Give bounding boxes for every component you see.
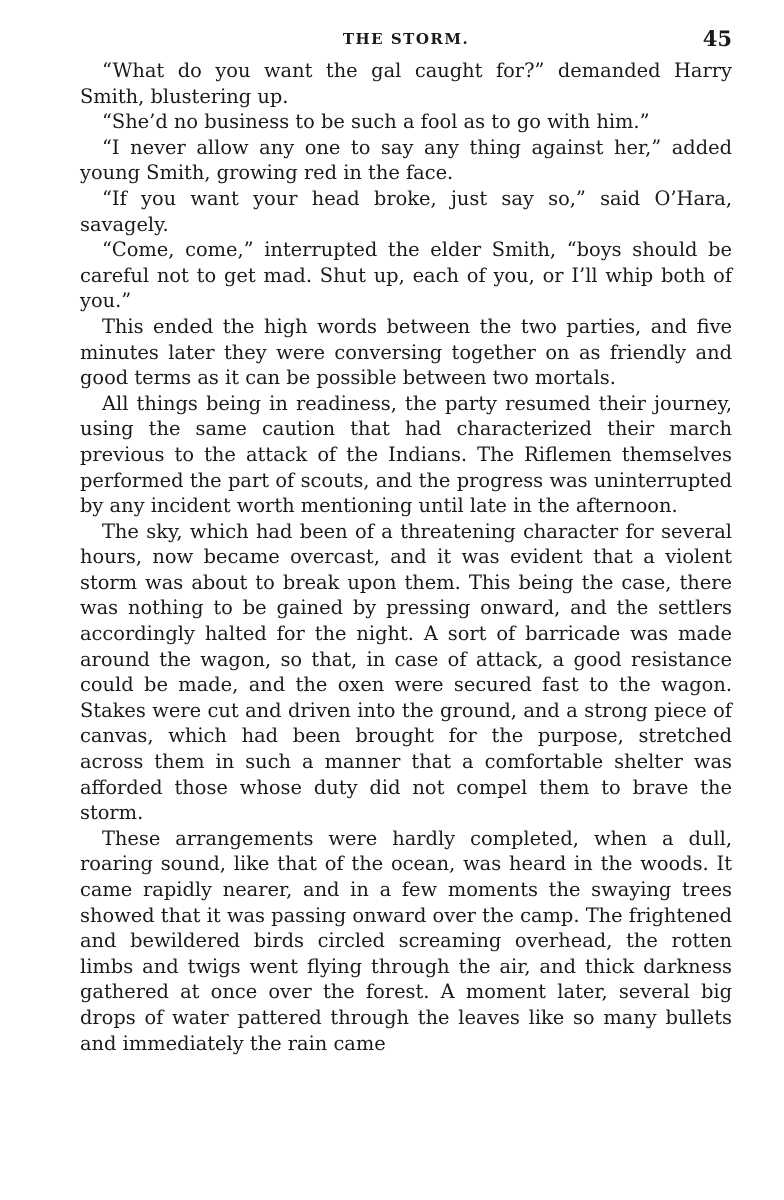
paragraph: This ended the high words between the two parties, and five minutes later they were conversing together on as friendly and good terms as it can be possible between two mortals. bbox=[80, 314, 732, 390]
paragraph: “If you want your head broke, just say so,” said O’Hara, savagely. bbox=[80, 186, 732, 236]
paragraph: All things being in readiness, the party resumed their journey, using the same caution that had characterized their march previous to the attack of the Indians. The Riflemen themselves performed the part of scouts, and the progress was uninterrupted by any incident worth mentioning until late in the afternoon. bbox=[80, 391, 732, 518]
book-page bbox=[80, 26, 732, 1056]
paragraph: The sky, which had been of a threatening character for several hours, now became overcast, and it was evident that a violent storm was about to break upon them. This being the case, there was nothing to be gained by pressing onward, and the settlers accordingly halted for the night. A sort of barricade was made around the wagon, so that, in case of attack, a good resistance could be made, and the oxen were secured fast to the wagon. Stakes were cut and driven into the ground, and a strong piece of canvas, which had been brought for the purpose, stretched across them in such a manner that a comfortable shelter was afforded those whose duty did not compel them to brave the storm. bbox=[80, 519, 732, 825]
paragraph: “What do you want the gal caught for?” demanded Harry Smith, blustering up. bbox=[80, 59, 732, 108]
paragraph: These arrangements were hardly completed, when a dull, roaring sound, like that of the ocean, was heard in the woods. It came rapidly nearer, and in a few moments the swaying trees showed that it was passing onward over the camp. The frightened and bewildered birds circled screaming overhead, the rotten limbs and twigs went flying through the air, and thick darkness gathered at once over the forest. A moment later, several big drops of water pattered through the leaves like so many bullets and immediately the rain came bbox=[80, 826, 732, 1055]
running-header bbox=[80, 26, 732, 58]
body-text bbox=[80, 58, 732, 1056]
chapter-title: THE STORM. bbox=[342, 30, 470, 48]
paragraph: “I never allow any one to say any thing against her,” added young Smith, growing red in the face. bbox=[80, 135, 732, 185]
paragraph: “Come, come,” interrupted the elder Smith, “boys should be careful not to get mad. Shut up, each of you, or I’ll whip both of you.” bbox=[80, 238, 732, 313]
page-number: 45 bbox=[702, 26, 732, 51]
paragraph: “She’d no business to be such a fool as to go with him.” bbox=[102, 110, 650, 134]
